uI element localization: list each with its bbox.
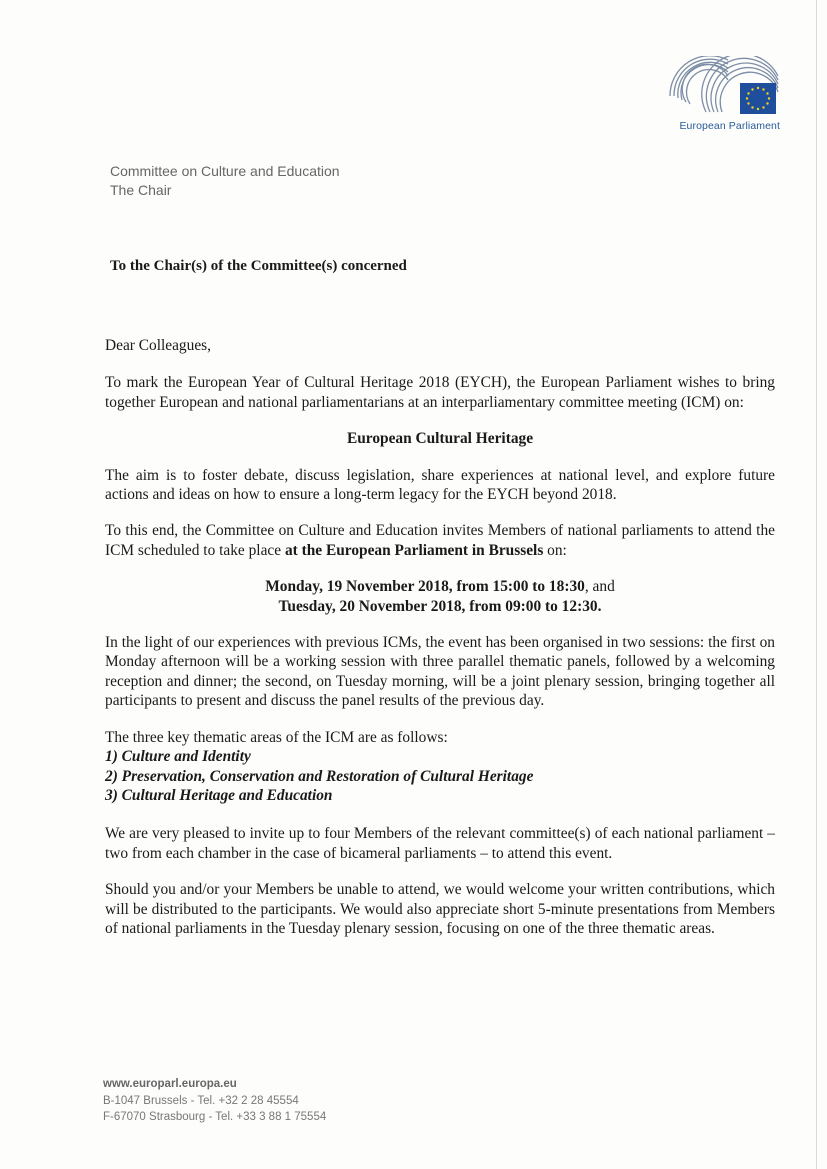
themes-intro: The three key thematic areas of the ICM are as follows: [105, 728, 448, 746]
recipient-line: To the Chair(s) of the Committee(s) concerned [110, 258, 407, 274]
footer [103, 1076, 326, 1126]
themes-list [105, 747, 775, 805]
theme-item: 3) Cultural Heritage and Education [105, 786, 333, 804]
paragraph-members: We are very pleased to invite up to four Members of the relevant committee(s) of each national parliament – two from each chamber in the case of bicameral parliaments – to attend this event. [105, 825, 775, 862]
theme-item: 1) Culture and Identity [105, 748, 251, 766]
paragraph-sessions: In the light of our experiences with previous ICMs, the event has been organised in two sessions: the first on Monday afternoon will be a working session with three parallel thematic panels, followed by a welcoming reception and dinner; the second, on Tuesday morning, will be a joint plenary session, bringing together all participants to present and discuss the panel results of the previous day. [105, 634, 775, 710]
sender-role: The Chair [110, 182, 172, 198]
paragraph-aim: The aim is to foster debate, discuss legislation, share experiences at national level, and explore future actions and ideas on how to ensure a long-term legacy for the EYCH beyond 2018. [105, 466, 775, 504]
sender-committee: Committee on Culture and Education [110, 163, 340, 179]
paragraph-contributions: Should you and/or your Members be unable to attend, we would welcome your written contributions, which will be distributed to the participants. We would also appreciate short 5-minute presentations from Members of national parliaments in the Tuesday plenary session, focusing on one of the three thematic areas. [105, 881, 775, 937]
letter-body [105, 336, 775, 955]
invitation-text-end: on: [543, 541, 567, 559]
paragraph-intro: To mark the European Year of Cultural Heritage 2018 (EYCH), the European Parliament wishes to bring together European and national parliamentarians at an interparliamentary committee meeting (ICM) on: [105, 374, 775, 411]
salutation: Dear Colleagues, [105, 337, 211, 354]
invitation-location: at the European Parliament in Brussels [284, 541, 544, 559]
meeting-title: European Cultural Heritage [346, 430, 534, 448]
footer-brussels-address: B-1047 Brussels - Tel. +32 2 28 45554 [103, 1094, 299, 1107]
meeting-date-monday: Monday, 19 November 2018, from 15:00 to 18:30 [265, 578, 585, 596]
hemicycle-emblem-icon [666, 56, 780, 118]
european-parliament-logo [666, 56, 780, 138]
invitation-text-start: To this end, the Committee on Culture and Education invites Members of national parliaments to attend the ICM scheduled to take place [105, 522, 775, 559]
meeting-dates [105, 577, 775, 616]
meeting-date-tuesday: Tuesday, 20 November 2018, from 09:00 to 12:30. [278, 597, 602, 615]
page-edge [816, 0, 817, 1169]
footer-url: www.europarl.europa.eu [103, 1078, 237, 1090]
sender-block [110, 162, 340, 200]
meeting-date-connector: , and [584, 578, 615, 596]
theme-item: 2) Preservation, Conservation and Restoration of Cultural Heritage [105, 767, 534, 785]
paragraph-invitation [105, 521, 775, 560]
logo-label: European Parliament [679, 120, 780, 132]
footer-strasbourg-address: F-67070 Strasbourg - Tel. +33 3 88 1 75554 [103, 1111, 327, 1123]
